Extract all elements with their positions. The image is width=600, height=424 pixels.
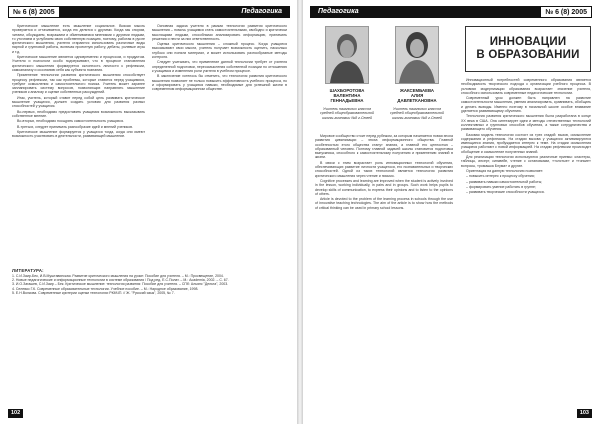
paragraph: Современный урок должен быть направлен на развитие самостоятельности мышления, умения анализировать, сравнивать, обобщать и делать выводы. Именно поэтому в начальной школе особое внимание уделяется развивающему обучению. <box>461 96 591 114</box>
paragraph: Критическое мышление формируется у учащихся тогда, когда они имеют возможность участвовать в деятельности, развивающей мышление. <box>12 129 145 139</box>
left-page <box>0 0 297 424</box>
author-surname: ЖАКСЕМБАЕВА <box>400 88 434 93</box>
reference-item: 5. Е.Н.Волкова. Современные критерии оценки технологии РКМЧП. // Ж. "Русский язык", 2005, № 7. <box>12 290 175 295</box>
paragraph: Базовая модель технологии состоит из трех стадий: вызов, осмысление содержания и рефлексия. На стадии вызова у учащихся активизируются имеющиеся знания, пробуждается интерес к теме. На стадии осмысления учащиеся работают с новой информацией. На стадии рефлексии происходит обобщение и осмысление полученных знаний. <box>461 132 591 154</box>
list-item: – развивать навыки самостоятельной работы; <box>466 179 543 184</box>
reference-item: 4. Селевко Г.К. Современные образовательные технологии. Учебное пособие. – М.: Народное образование, 1998. <box>12 286 199 291</box>
paragraph: Следует учитывать, что применение данной технологии требует от учителя определенной подготовки, переосмысления собственной позиции по отношению к учащимся и изменения роли учителя в учебном процессе. <box>152 60 287 73</box>
paragraph: Мировое сообщество стоит перед рубежом, за которым начинается новая эпоха развития цивилизации – эпоха информационного общества. Главной особенностью этого общества станут знания, а главной его ценностью – образованный человек. Поэтому главной задачей школы становится подготовка выпускника, способного к самостоятельному получению и применению знаний в жизни. <box>315 134 453 160</box>
author-name-1 <box>317 88 377 103</box>
references-list <box>12 274 287 295</box>
left-page-column-2 <box>152 24 287 194</box>
list-item: – формировать умение работать в группе; <box>466 184 536 189</box>
page-number: 103 <box>577 409 592 418</box>
paragraph: Критическое мышление есть мышление социальное. Всякая мысль проверяется и оттачивается, когда ею делятся с другими. Когда мы спорим, читаем, обсуждаем, возражаем и обмениваемся мнениями с другими людьми, то уточняем и углубляем свою собственную позицию, поэтому, работая в русле критического мышления, учителя стараются использовать различные виды парной и групповой работы, включая проектную работу, дебаты, ролевые игры и т.д. <box>12 24 145 54</box>
author-description-2: Учитель начальных классов средней общеобразовательной школы-гимназии №8 г.Семей <box>390 107 444 120</box>
left-page-header <box>8 6 290 18</box>
issue-badge: № 6 (8) 2005 <box>8 6 60 18</box>
paragraph: Основная задача учителя в рамках технологии развития критического мышления – помочь учащимся стать самостоятельными, свободно и критически мыслящими людьми, способными анализировать информацию, принимать решения и нести за них ответственность. <box>152 24 287 41</box>
literature-title: ЛИТЕРАТУРА: <box>12 268 44 273</box>
author-surname: ШАХБОРОТОВА <box>329 88 365 93</box>
paragraph: Во-вторых, необходимо поощрять самостоятельность учащихся. <box>17 119 124 124</box>
paragraph: Cognitive processes and learning are improved when the student is actively involved in the lesson, working individually, in pairs and in groups. Such work helps pupils to develop skills of communication, to express their opinions and to listen to the opinions of others. <box>315 178 453 196</box>
right-page <box>303 0 600 424</box>
paragraph: В связи с этим возрастает роль инновационных технологий обучения, обеспечивающих развитие личности учащегося, его познавательных и творческих способностей. Одной из таких технологий является технология развития критического мышления через чтение и письмо. <box>315 160 453 178</box>
paragraph: Технология развития критического мышления была разработана в конце XX века в США. Она синтезирует идеи и методы отечественных технологий коллективных и групповых способов обучения, а также сотрудничества и развивающего обучения. <box>461 114 591 132</box>
author-patronymic: ГЕННАДЬЕВНА <box>330 98 364 103</box>
author-first-name: ВАЛЕНТИНА <box>333 93 361 98</box>
author-description-1: Учитель начальных классов средней общеобразовательной школы-гимназии №8 г.Семей <box>320 107 374 120</box>
author-photo-1 <box>325 26 369 84</box>
paragraph: В-третьих, следует принимать разнообразие идей и мнений учеников. <box>17 124 133 129</box>
magazine-name: Педагогика <box>318 8 359 15</box>
paragraph: Итак, учитель, который ставит перед собой цель развивать критическое мышление учащихся, должен создать условия для развития разных способностей у учащихся. <box>12 95 145 109</box>
article-title-box <box>465 26 591 72</box>
issue-badge: № 6 (8) 2005 <box>540 6 592 18</box>
right-page-column-2 <box>461 78 591 404</box>
right-page-header <box>310 6 592 18</box>
paragraph: Применение технологии развития критического мышления способствует процессу рефлексии, так как проблемы, которые ставятся перед учащимися, требуют осмысления и самостоятельного поиска. Учитель может заранее запланировать систему вопросов, позволяющих направлять мышление учеников к анализу и оценке собственных рассуждений. <box>12 73 145 95</box>
author-photo-2 <box>395 26 439 84</box>
paragraph: В заключение хотелось бы отметить, что технология развития критического мышления позволяет не только повысить эффективность учебного процесса, но и сформировать у учащихся навыки, необходимые для успешной жизни в современном информационном обществе. <box>152 74 287 92</box>
page-number: 102 <box>8 409 23 418</box>
paragraph: Инновационный потребностей современного образования является необходимость творческого подхода к организации учебного процесса. В условиях модернизации образования возрастает значение учителя, способного использовать современные педагогические технологии. <box>461 78 591 95</box>
article-title-line-1: ИННОВАЦИИ <box>489 36 567 48</box>
reference-item: 3. И.О.Загашев, С.И.Заир – Бек. Критическое мышление: технология развития: Пособие для учителя. – СПб: Альянс "Дельта", 2003. <box>12 282 229 287</box>
paragraph: Оценка критического мышления – сложный процесс. Когда учащиеся высказывают свои мысли, учитель получает возможность оценить, насколько глубоко они поняли материал, и может использовать разнообразные методы контроля. <box>152 42 287 60</box>
left-page-column-1 <box>12 24 145 264</box>
paragraph: Article is devoted to the problem of the learning process in schools through the use of innovative teaching technologies. The aim of the article is to show how the methods of critical thinking can be used in primary school lessons. <box>315 197 453 210</box>
reference-item: 1. С.И.Заир-Бек, И.В.Муштавинская. Развитие критического мышления на уроке: Пособие для учителя. – М.: Просвещение, 2004. <box>12 274 224 278</box>
article-title-line-2: В ОБРАЗОВАНИИ <box>476 49 580 61</box>
author-patronymic: ДАВЛЕТКАНОВНА <box>397 98 437 103</box>
magazine-name: Педагогика <box>241 8 282 15</box>
paragraph: Критическое мышление является одновременно и процессом, и продуктом. Учителя и психологи особо подчеркивают, что в процессе становления критического мышления формируется склонность личности к рефлексии, самоанализу и осознанию себя как субъекта познания. <box>12 55 145 72</box>
paragraph: Во-первых, необходимо предоставить учащимся возможность высказывать собственное мнение. <box>12 109 145 118</box>
paragraph: Для реализации технологии используются различные приемы: кластеры, таблицы, инсерт, синквейн, чтение с остановками, «толстые» и «тонкие» вопросы, «ромашка Блума» и другие. <box>461 155 591 168</box>
list-item: – развивать творческие способности учащихся. <box>466 190 545 195</box>
right-page-column-1 <box>315 134 453 404</box>
list-item: – повысить интерес к процессу обучения; <box>466 174 535 179</box>
paragraph: Ориентация на данную технологию позволяет: <box>466 168 544 173</box>
author-name-2 <box>387 88 447 103</box>
reference-item: 2. Новые педагогические и информационные технологии в системе образования / Под ред. Е.С.Полат. – М.: Academia, 2002. – С. 67. <box>12 278 229 283</box>
author-first-name: АЛИЯ <box>410 93 424 98</box>
